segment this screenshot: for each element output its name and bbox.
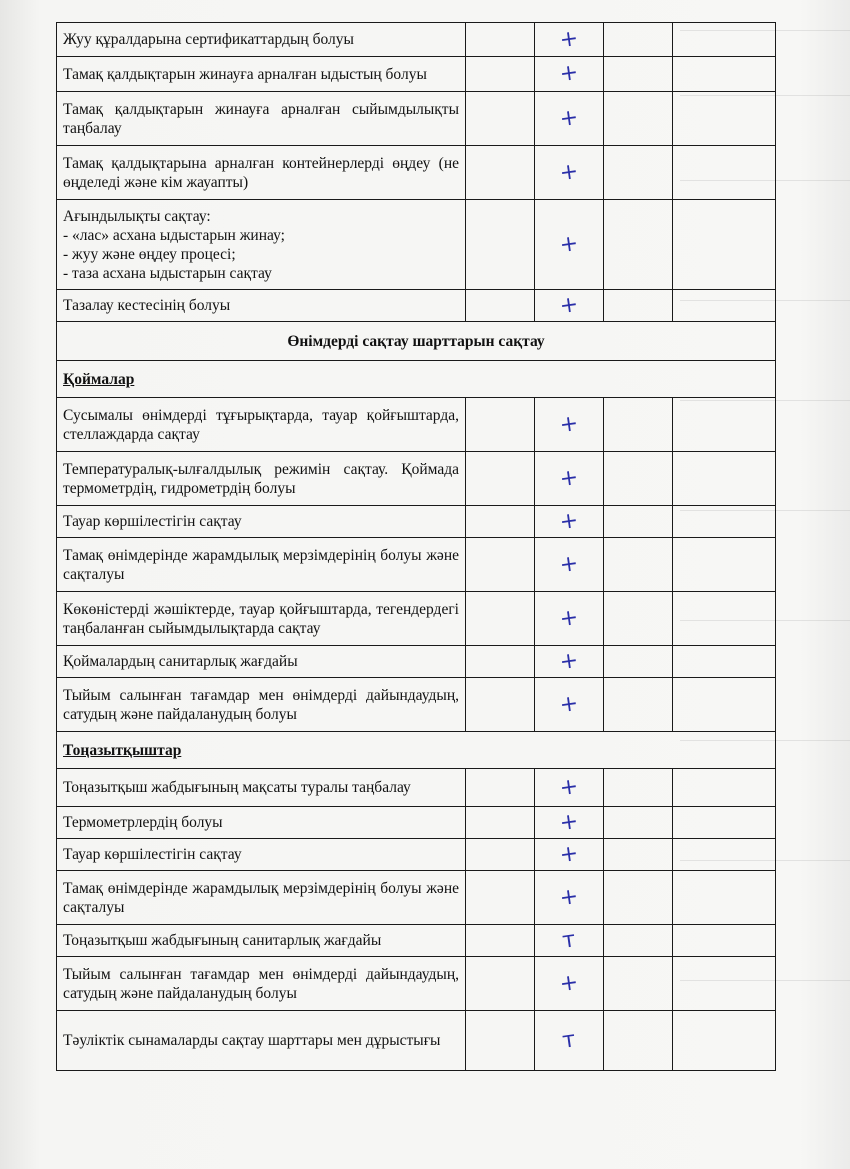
requirement-text: Тыйым салынған тағамдар мен өнімдерді дайындаудың, сатудың және пайдаланудың болуы (57, 678, 466, 732)
check-cell (604, 769, 673, 807)
check-cell (673, 290, 776, 322)
checklist-row (57, 592, 776, 646)
check-cell (466, 146, 535, 200)
check-cell (673, 57, 776, 92)
requirement-text: Тамақ өнімдерінде жарамдылық мерзімдерінің болуы және сақталуы (57, 871, 466, 925)
check-cell (466, 646, 535, 678)
handwritten-check-mark: + (558, 969, 580, 997)
handwritten-check-mark: + (558, 158, 580, 186)
check-cell (604, 452, 673, 506)
handwritten-check-mark: + (558, 104, 580, 132)
check-cell (466, 1011, 535, 1071)
requirement-text: Температуралық-ылғалдылық режимін сақтау. Қоймада термометрдің, гидрометрдің болуы (57, 452, 466, 506)
requirement-text: Тамақ қалдықтарын жинауға арналған сыйымдылықты таңбалау (57, 92, 466, 146)
requirement-text: Жуу құралдарына сертификаттардың болуы (57, 23, 466, 57)
check-cell-compliant (535, 839, 604, 871)
checklist-row (57, 23, 776, 57)
check-cell (604, 925, 673, 957)
handwritten-check-mark: + (558, 507, 580, 535)
subsection-heading-row (57, 361, 776, 398)
handwritten-check-mark: + (558, 840, 580, 868)
checklist-row (57, 871, 776, 925)
check-cell (604, 839, 673, 871)
checklist-row (57, 538, 776, 592)
checklist-row (57, 769, 776, 807)
subsection-heading-row (57, 732, 776, 769)
checklist-row (57, 200, 776, 290)
check-cell (466, 592, 535, 646)
checklist-row (57, 506, 776, 538)
check-cell-compliant (535, 807, 604, 839)
check-cell (466, 807, 535, 839)
check-cell (466, 871, 535, 925)
requirement-text: Қоймалардың санитарлық жағдайы (57, 646, 466, 678)
check-cell (604, 146, 673, 200)
check-cell-compliant (535, 506, 604, 538)
check-cell-compliant (535, 200, 604, 290)
check-cell (673, 23, 776, 57)
handwritten-check-mark: т (560, 926, 578, 954)
check-cell (673, 200, 776, 290)
check-cell (466, 506, 535, 538)
checklist-row (57, 807, 776, 839)
requirement-text: Тыйым салынған тағамдар мен өнімдерді дайындаудың, сатудың және пайдаланудың болуы (57, 957, 466, 1011)
check-cell (466, 678, 535, 732)
requirement-text: Тазалау кестесінің болуы (57, 290, 466, 322)
requirement-text (57, 200, 466, 290)
handwritten-check-mark: + (558, 25, 580, 53)
check-cell (604, 398, 673, 452)
check-cell-compliant (535, 452, 604, 506)
check-cell-compliant (535, 398, 604, 452)
check-cell (466, 290, 535, 322)
check-cell (604, 200, 673, 290)
check-cell (673, 925, 776, 957)
check-cell-compliant (535, 146, 604, 200)
check-cell (604, 871, 673, 925)
handwritten-check-mark: + (558, 690, 580, 718)
handwritten-check-mark: + (558, 604, 580, 632)
check-cell (466, 538, 535, 592)
check-cell (466, 398, 535, 452)
check-cell (604, 290, 673, 322)
requirement-line: - «лас» асхана ыдыстарын жинау; (63, 226, 285, 244)
requirement-text: Тоңазытқыш жабдығының санитарлық жағдайы (57, 925, 466, 957)
check-cell-compliant (535, 538, 604, 592)
requirement-text: Тамақ қалдықтарын жинауға арналған ыдыстың болуы (57, 57, 466, 92)
check-cell-compliant (535, 290, 604, 322)
requirement-text: Көкөністерді жәшіктерде, тауар қойғыштарда, тегендердегі таңбаланған сыйымдылықтарда сақтау (57, 592, 466, 646)
check-cell (673, 646, 776, 678)
requirement-text: Сусымалы өнімдерді тұғырықтарда, тауар қойғыштарда, стеллаждарда сақтау (57, 398, 466, 452)
section-heading-row (57, 322, 776, 361)
handwritten-check-mark: + (558, 291, 580, 319)
handwritten-check-mark: + (558, 773, 580, 801)
check-cell (673, 807, 776, 839)
requirement-text: Тамақ өнімдерінде жарамдылық мерзімдерінің болуы және сақталуы (57, 538, 466, 592)
check-cell (673, 1011, 776, 1071)
check-cell-compliant (535, 871, 604, 925)
requirement-line: Ағындылықты сақтау: (63, 207, 211, 225)
requirement-text: Тауар көршілестігін сақтау (57, 506, 466, 538)
check-cell (673, 871, 776, 925)
checklist-row (57, 452, 776, 506)
check-cell-compliant (535, 678, 604, 732)
handwritten-check-mark: + (558, 647, 580, 675)
check-cell (673, 92, 776, 146)
check-cell (466, 957, 535, 1011)
check-cell (673, 506, 776, 538)
requirement-text: Тәуліктік сынамаларды сақтау шарттары мен дұрыстығы (57, 1011, 466, 1071)
checklist-row (57, 646, 776, 678)
check-cell (604, 957, 673, 1011)
checklist-row (57, 678, 776, 732)
checklist-row (57, 290, 776, 322)
subsection-heading: Қоймалар (57, 361, 776, 398)
check-cell (673, 957, 776, 1011)
check-cell (466, 839, 535, 871)
check-cell (466, 200, 535, 290)
check-cell (673, 769, 776, 807)
check-cell-compliant (535, 925, 604, 957)
check-cell-compliant (535, 57, 604, 92)
check-cell (673, 678, 776, 732)
check-cell-compliant (535, 769, 604, 807)
check-cell (466, 452, 535, 506)
requirement-text: Тоңазытқыш жабдығының мақсаты туралы таңбалау (57, 769, 466, 807)
handwritten-check-mark: + (558, 883, 580, 911)
check-cell (604, 646, 673, 678)
check-cell (673, 839, 776, 871)
handwritten-check-mark: + (558, 808, 580, 836)
handwritten-check-mark: + (558, 410, 580, 438)
checklist-row (57, 146, 776, 200)
check-cell (604, 538, 673, 592)
check-cell (466, 57, 535, 92)
check-cell (673, 592, 776, 646)
checklist-row (57, 398, 776, 452)
check-cell (604, 92, 673, 146)
check-cell-compliant (535, 957, 604, 1011)
check-cell (673, 538, 776, 592)
requirement-text: Тауар көршілестігін сақтау (57, 839, 466, 871)
check-cell (466, 769, 535, 807)
section-heading: Өнімдерді сақтау шарттарын сақтау (57, 322, 776, 361)
requirement-line: - жуу және өңдеу процесі; (63, 245, 236, 263)
checklist-row (57, 92, 776, 146)
requirement-text: Термометрлердің болуы (57, 807, 466, 839)
check-cell (673, 398, 776, 452)
check-cell-compliant (535, 92, 604, 146)
requirement-line: - таза асхана ыдыстарын сақтау (63, 264, 272, 282)
check-cell-compliant (535, 23, 604, 57)
handwritten-check-mark: + (558, 464, 580, 492)
handwritten-check-mark: + (558, 550, 580, 578)
check-cell (604, 23, 673, 57)
check-cell (604, 807, 673, 839)
check-cell (604, 678, 673, 732)
handwritten-check-mark: + (558, 230, 580, 258)
requirement-text: Тамақ қалдықтарына арналған контейнерлерді өңдеу (не өңделеді және кім жауапты) (57, 146, 466, 200)
check-cell (604, 1011, 673, 1071)
checklist-row (57, 839, 776, 871)
checklist-row (57, 1011, 776, 1071)
check-cell-compliant (535, 646, 604, 678)
handwritten-check-mark: т (560, 1026, 578, 1054)
check-cell (673, 146, 776, 200)
subsection-heading: Тоңазытқыштар (57, 732, 776, 769)
checklist-table (56, 22, 776, 1071)
check-cell (466, 23, 535, 57)
check-cell-compliant (535, 1011, 604, 1071)
check-cell (466, 92, 535, 146)
check-cell (673, 452, 776, 506)
checklist-row (57, 925, 776, 957)
check-cell (466, 925, 535, 957)
check-cell-compliant (535, 592, 604, 646)
checklist-row (57, 57, 776, 92)
handwritten-check-mark: + (558, 59, 580, 88)
checklist-row (57, 957, 776, 1011)
check-cell (604, 592, 673, 646)
check-cell (604, 506, 673, 538)
check-cell (604, 57, 673, 92)
